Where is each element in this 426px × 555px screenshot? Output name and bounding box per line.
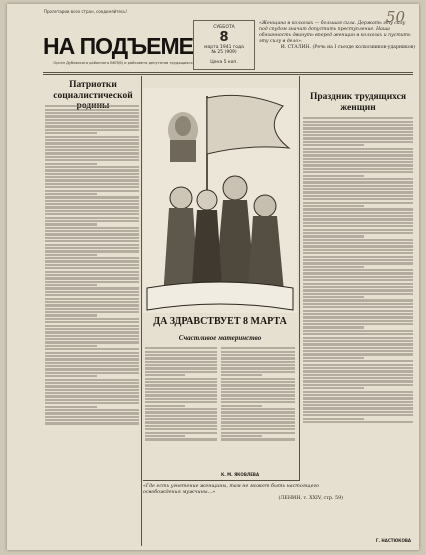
text-line [145,391,217,393]
text-line [221,415,295,417]
month-year: марта 1941 года [204,44,244,50]
text-line [303,320,413,322]
text-line [303,357,364,359]
text-line [221,428,295,430]
text-line [303,313,413,315]
text-line [303,421,413,423]
text-line [303,127,413,129]
text-line [221,378,295,380]
text-line [303,191,413,193]
text-line [45,105,139,107]
text-line [303,367,413,369]
text-line [303,141,413,143]
text-line [45,321,139,323]
text-line [45,163,97,165]
text-line [45,109,139,111]
text-line [145,357,217,359]
text-line [303,232,413,234]
text-line [303,364,413,366]
text-line [45,139,139,141]
price: Цена 5 коп. [210,59,238,65]
text-line [221,364,295,366]
text-line [45,271,139,273]
text-line [45,186,139,188]
text-line [145,374,185,376]
text-line [45,159,139,161]
mid-signature: К. М. ЯКОВЛЕВА [221,472,260,477]
right-column-text [303,116,413,536]
text-line [303,202,413,204]
text-line [45,385,139,387]
text-line [303,154,413,156]
text-line [303,407,413,409]
text-line [145,432,217,434]
slogan: Пролетарии всех стран, соединяйтесь! [44,9,128,14]
text-line [221,394,295,396]
text-line [45,230,139,232]
text-line [303,306,413,308]
women-with-flag-illustration [143,88,297,313]
text-line [303,175,364,177]
text-line [145,405,185,407]
text-line [303,340,413,342]
text-line [145,378,217,380]
text-line [221,421,295,423]
text-line [221,418,295,420]
text-line [145,367,217,369]
text-line [45,422,139,424]
text-line [45,416,139,418]
text-line [221,405,262,407]
text-line [303,117,413,119]
text-line [145,364,217,366]
text-line [145,421,217,423]
column-divider-right [299,76,300,481]
text-line [45,250,139,252]
text-line [45,193,97,195]
text-line [303,171,413,173]
text-line [45,257,139,259]
text-line [303,137,413,139]
text-line [303,208,413,210]
text-line [303,401,413,403]
text-line [303,181,413,183]
text-line [303,397,413,399]
text-line [303,266,364,268]
issue-number: № 25 (909) [211,50,237,55]
text-line [45,395,139,397]
text-line [45,142,139,144]
text-line [303,249,413,251]
text-line [45,328,139,330]
text-line [45,325,139,327]
text-line [45,179,139,181]
text-line [221,411,295,413]
quote-author: И. СТАЛИН. (Речь на I съезде колхозников-ударников) [280,45,415,50]
day-number: 8 [219,29,229,45]
text-line [221,361,295,363]
text-line [45,379,139,381]
text-line [45,352,139,354]
text-line [145,384,217,386]
text-line [45,345,97,347]
header-rule-2 [43,74,413,75]
text-line [45,389,139,391]
text-line [303,131,413,133]
text-line [145,428,217,430]
text-line [45,341,139,343]
text-line [45,190,139,192]
text-line [45,220,139,222]
text-line [45,115,139,117]
text-line [45,402,139,404]
text-line [45,419,139,421]
text-line [303,272,413,274]
lenin-quote: «Где есть угнетение женщины, там не может быть настоящего освобождения мужчины...» (ЛЕНИН, т. XXIV, стр. 59) [143,484,343,501]
text-line [45,409,139,411]
lenin-quote-author: (ЛЕНИН, т. XXIV, стр. 59) [278,496,343,501]
text-line [45,314,97,316]
newspaper-page [7,4,419,550]
text-line [303,148,413,150]
text-line [45,223,97,225]
text-line [303,161,413,163]
text-line [303,168,413,170]
text-line [303,350,413,352]
text-line [45,298,139,300]
text-line [45,213,139,215]
text-line [303,256,413,258]
text-line [45,233,139,235]
text-line [303,387,364,389]
text-line [303,286,413,288]
text-line [45,335,139,337]
text-line [303,188,413,190]
text-line [45,399,139,401]
text-line [303,333,413,335]
text-line [303,229,413,231]
text-line [303,151,413,153]
text-line [303,269,413,271]
text-line [45,237,139,239]
text-line [145,415,217,417]
text-line [45,382,139,384]
text-line [303,330,413,332]
text-line [303,293,413,295]
text-line [45,196,139,198]
text-line [303,124,413,126]
text-line [221,388,295,390]
text-line [303,215,413,217]
text-line [303,343,413,345]
text-line [303,242,413,244]
text-line [221,401,295,403]
header-rule [43,72,413,73]
text-line [45,200,139,202]
text-line [45,294,139,296]
text-line [303,353,413,355]
text-line [145,354,217,356]
text-line [45,203,139,205]
text-line [303,380,413,382]
text-line [145,347,217,349]
weekday: СУББОТА [213,25,235,30]
mid-column-a [145,346,217,476]
text-line [45,291,139,293]
text-line [303,158,413,160]
text-line [45,112,139,114]
text-line [221,435,262,437]
text-line [221,381,295,383]
text-line [145,388,217,390]
text-line [145,371,217,373]
text-line [145,398,217,400]
masthead-subtitle: Орган Дубовского районного ВКП(б) и райсовета депутатов трудящихся [53,61,193,65]
date-box [193,20,255,70]
stalin-quote: «Женщина в колхозах — большая сила. Держать эту силу под спудом значит допустить преступление. Наша обязанность двинуть вперед женщин в колхозах и пустить эту силу в дело». И. СТАЛИН. (Речь на I съезде колхозников-ударников) [259,21,415,50]
text-line [45,132,97,134]
text-line [145,401,217,403]
text-line [303,205,364,207]
text-line [145,361,217,363]
column-divider-left [141,76,142,546]
text-line [45,406,97,408]
text-line [45,227,139,229]
text-line [303,245,413,247]
text-line [45,244,139,246]
text-line [45,375,97,377]
text-line [45,267,139,269]
text-line [45,287,139,289]
text-line [303,279,413,281]
text-line [45,348,139,350]
text-line [45,274,139,276]
text-line [45,281,139,283]
text-line [45,338,139,340]
text-line [221,438,295,440]
text-line [145,351,217,353]
text-line [221,425,295,427]
text-line [45,392,139,394]
handwritten-mark: 50 [385,8,405,26]
text-line [221,351,295,353]
text-line [303,239,413,241]
text-line [303,185,413,187]
text-line [303,370,413,372]
text-line [45,146,139,148]
text-line [303,134,413,136]
text-line [145,408,217,410]
text-line [45,260,139,262]
text-line [45,311,139,313]
right-headline: Праздник трудящихся женщин [309,92,407,113]
text-line [145,394,217,396]
text-line [45,173,139,175]
text-line [221,408,295,410]
text-line [45,331,139,333]
text-line [45,277,139,279]
text-line [221,354,295,356]
text-line [45,169,139,171]
text-line [303,414,413,416]
text-line [45,412,139,414]
text-line [45,372,139,374]
left-column-text [45,104,139,544]
text-line [45,206,139,208]
text-line [221,432,295,434]
text-line [45,176,139,178]
text-line [145,435,185,437]
text-line [45,217,139,219]
text-line [303,299,413,301]
text-line [45,308,139,310]
text-line [221,384,295,386]
text-line [221,398,295,400]
text-line [303,252,413,254]
banner-slogan: ДА ЗДРАВСТВУЕТ 8 МАРТА [153,316,287,327]
text-line [303,225,413,227]
text-line [45,362,139,364]
text-line [303,121,413,123]
text-line [45,152,139,154]
text-line [45,365,139,367]
mid-headline: Счастливое материнство [178,334,262,342]
text-line [303,360,413,362]
text-line [45,119,139,121]
text-line [45,210,139,212]
text-line [303,418,364,420]
text-line [303,289,413,291]
text-line [45,156,139,158]
text-line [45,136,139,138]
text-line [145,381,217,383]
text-line [303,391,413,393]
text-line [45,149,139,151]
right-signature: Г. НАСТЮКОВА [375,538,411,543]
mid-column-b [221,346,295,476]
text-line [303,235,364,237]
text-line [303,316,413,318]
text-line [303,303,413,305]
text-line [45,247,139,249]
text-line [45,304,139,306]
text-line [303,218,413,220]
text-line [45,183,139,185]
text-line [221,347,295,349]
text-line [45,358,139,360]
text-line [221,374,262,376]
text-line [45,240,139,242]
text-line [145,438,217,440]
text-line [303,323,413,325]
quote-rule [143,480,299,481]
text-line [45,125,139,127]
text-line [303,404,413,406]
text-line [303,195,413,197]
text-line [303,262,413,264]
masthead-title: НА ПОДЪЕМЕ [43,33,193,59]
text-line [303,259,413,261]
text-line [303,374,413,376]
text-line [303,384,413,386]
text-line [303,276,413,278]
text-line [45,355,139,357]
text-line [303,198,413,200]
text-line [303,222,413,224]
text-line [45,122,139,124]
text-line [221,367,295,369]
text-line [45,368,139,370]
text-line [303,337,413,339]
text-line [303,178,413,180]
left-headline: Патриотки социалистической [53,80,133,101]
text-line [303,144,364,146]
text-line [303,326,364,328]
text-line [145,418,217,420]
text-line [303,283,413,285]
text-line [303,212,413,214]
text-line [303,394,413,396]
text-line [221,357,295,359]
text-line [221,371,295,373]
text-line [303,296,364,298]
text-line [45,129,139,131]
text-line [303,310,413,312]
text-line [303,377,413,379]
text-line [45,301,139,303]
text-line [45,284,97,286]
text-line [45,264,139,266]
text-line [145,411,217,413]
text-line [303,164,413,166]
text-line [221,391,295,393]
text-line [145,425,217,427]
text-line [303,347,413,349]
text-line [45,166,139,168]
text-line [45,318,139,320]
text-line [303,411,413,413]
text-line [45,254,97,256]
